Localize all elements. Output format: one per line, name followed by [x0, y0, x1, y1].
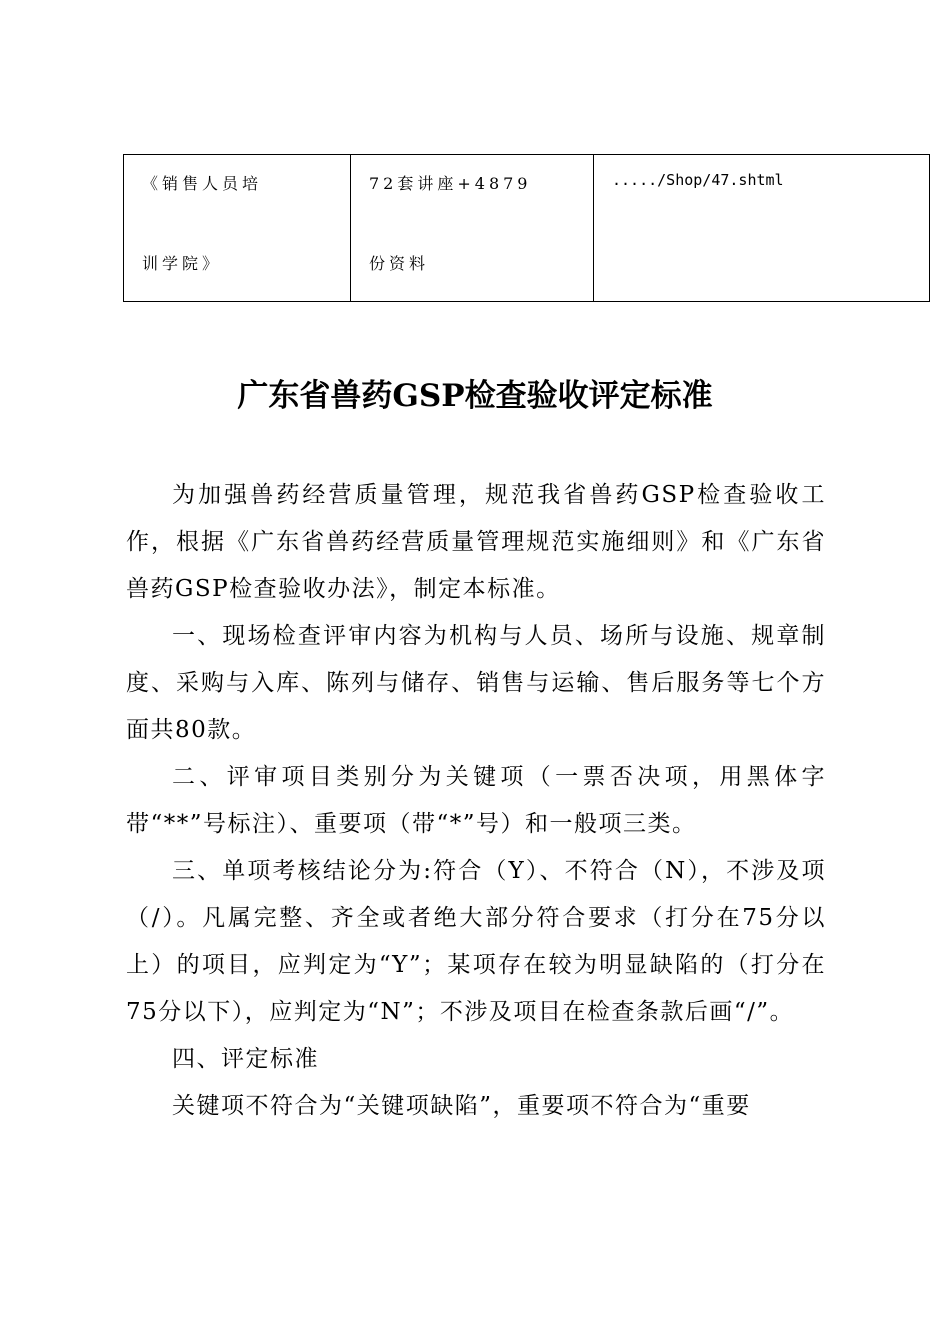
paragraph-item-4-heading: 四、评定标准	[172, 1046, 319, 1072]
table-cell-link	[594, 155, 930, 302]
course-name-line2: 训学院》	[142, 254, 223, 273]
shop-link[interactable]: ...../Shop/47.shtml	[612, 171, 784, 189]
document-body	[126, 472, 826, 1130]
content-line1: 72套讲座+4879	[369, 174, 532, 193]
paragraph-item-3: 三、单项考核结论分为:符合（Y）、不符合（N），不涉及项（/）。凡属完整、齐全或者绝大部分符合要求（打分在75分以上）的项目，应判定为“Y”；某项存在较为明显缺陷的（打分在75分以下），应判定为“N”；不涉及项目在检查条款后画“/”。	[126, 858, 826, 1025]
paragraph-item-2: 二、评审项目类别分为关键项（一票否决项，用黑体字带“**”号标注）、重要项（带“*”号）和一般项三类。	[126, 764, 826, 837]
paragraph-item-1: 一、现场检查评审内容为机构与人员、场所与设施、规章制度、采购与入库、陈列与储存、销售与运输、售后服务等七个方面共80款。	[126, 623, 826, 743]
content-line2: 份资料	[369, 254, 430, 273]
paragraph-intro: 为加强兽药经营质量管理，规范我省兽药GSP检查验收工作，根据《广东省兽药经营质量管理规范实施细则》和《广东省兽药GSP检查验收办法》，制定本标准。	[126, 482, 826, 602]
paragraph-criteria: 关键项不符合为“关键项缺陷”，重要项不符合为“重要	[172, 1093, 751, 1119]
table-cell-content	[351, 155, 594, 302]
course-name-line1: 《销售人员培	[142, 174, 263, 193]
table-cell-course	[124, 155, 351, 302]
document-title: 广东省兽药GSP检查验收评定标准	[237, 378, 713, 414]
header-table	[123, 154, 930, 302]
table-row	[124, 155, 930, 302]
